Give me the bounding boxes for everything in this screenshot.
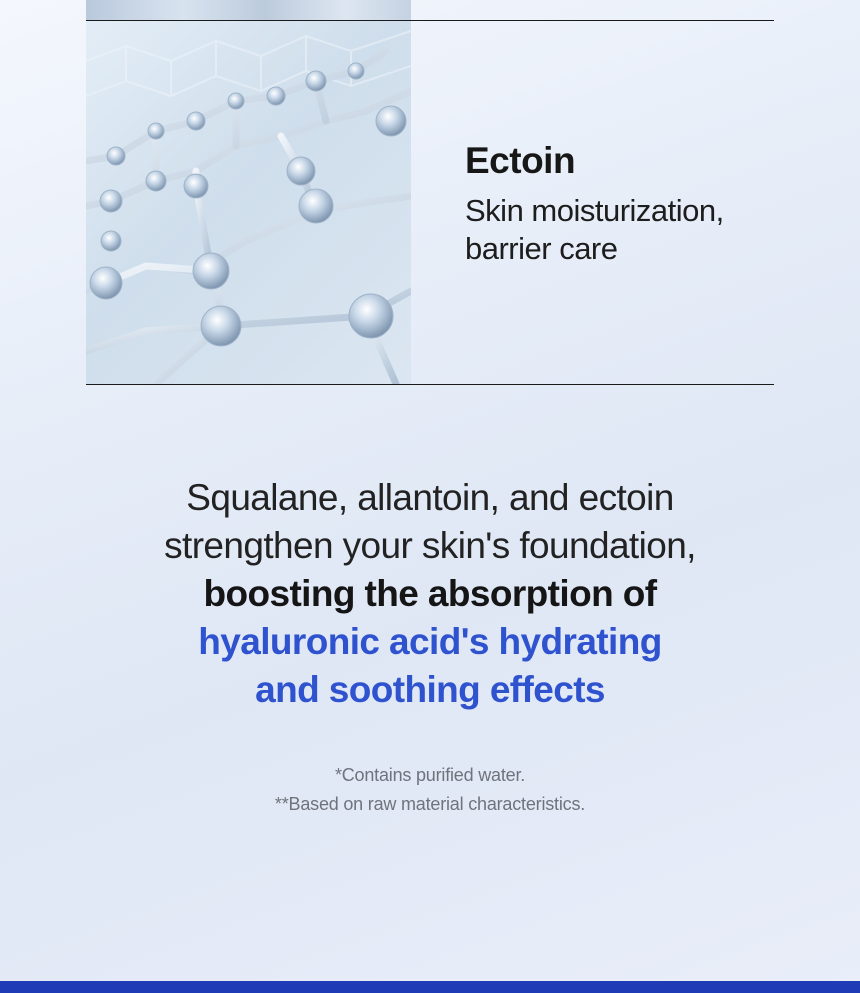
divider-bottom [86, 384, 774, 385]
headline-line-2: strengthen your skin's foundation, [164, 525, 696, 566]
molecule-lattice-icon [86, 21, 411, 384]
molecule-image [86, 21, 411, 384]
image-top-strip [86, 0, 411, 20]
headline-line-3: boosting the absorption of [203, 573, 657, 614]
footnote-1: *Contains purified water. [334, 765, 526, 785]
headline-line-4: hyaluronic acid's hydrating [198, 621, 662, 662]
footnotes [0, 761, 860, 819]
ingredient-description: Skin moisturization, barrier care [465, 193, 724, 266]
headline-line-1: Squalane, allantoin, and ectoin [186, 477, 674, 518]
ingredient-name: Ectoin [465, 140, 576, 181]
footnote-2: **Based on raw material characteristics. [274, 794, 586, 814]
headline-line-5: and soothing effects [255, 669, 605, 710]
bottom-bar [0, 981, 860, 993]
headline [0, 474, 860, 714]
